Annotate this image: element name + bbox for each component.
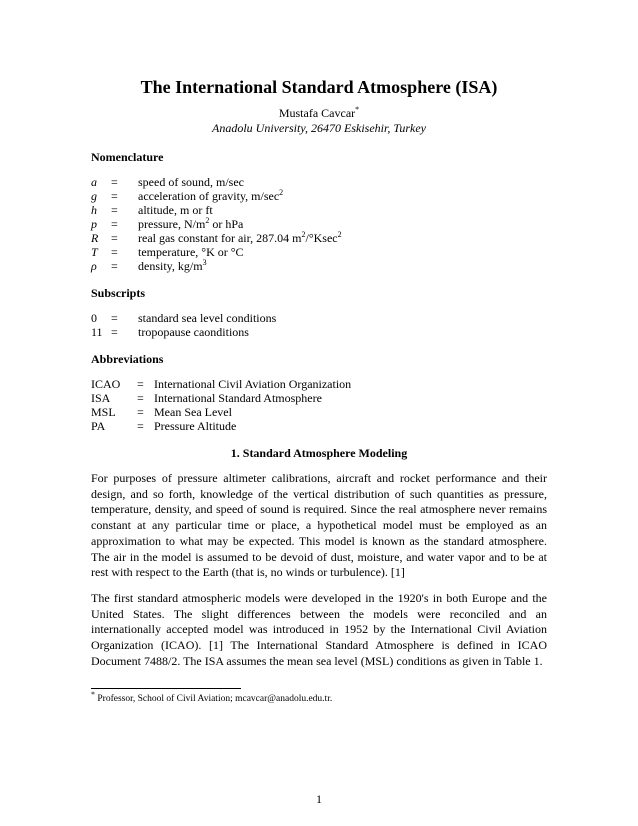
- nomenclature-symbol: p: [91, 217, 97, 231]
- description-text: altitude, m or ft: [138, 203, 213, 217]
- abbreviations-heading: Abbreviations: [91, 352, 164, 366]
- page-number: 1: [316, 792, 322, 806]
- description-text: real gas constant for air, 287.04 m: [138, 231, 302, 245]
- footnote-rule: [91, 688, 241, 689]
- nomenclature-description: [138, 189, 342, 203]
- nomenclature-description: [138, 231, 342, 245]
- abbreviation-row: [91, 377, 351, 391]
- nomenclature-description: [138, 259, 342, 273]
- author-footnote-mark: *: [355, 105, 360, 114]
- subscripts-heading: Subscripts: [91, 286, 146, 300]
- equals-sign: =: [137, 377, 144, 391]
- equals-sign: =: [111, 311, 118, 325]
- nomenclature-symbol: h: [91, 203, 97, 217]
- nomenclature-description: [138, 203, 342, 217]
- abbreviation: MSL: [91, 405, 116, 419]
- equals-sign: =: [111, 203, 118, 217]
- nomenclature-description: [138, 245, 342, 259]
- description-text: density, kg/m: [138, 259, 203, 273]
- nomenclature-description: [138, 175, 342, 189]
- superscript: 3: [202, 258, 207, 267]
- subscript-description: tropopause caonditions: [138, 325, 249, 339]
- description-text: temperature, °K or °C: [138, 245, 244, 259]
- equals-sign: =: [111, 217, 118, 231]
- body-paragraph: For purposes of pressure altimeter calibrations, aircraft and rocket performance and their design, and so forth, knowledge of the vertical distribution of such quantities as pressure, temperature, density, and speed of sound is required. Since the real atmosphere never remains constant at any particular time or place, a hypothetical model must be employed as an approximation to what may be expected. This model is known as the standard atmosphere. The air in the model is assumed to be devoid of dust, moisture, and water vapor and to be at rest with respect to the Earth (that is, no winds or turbulence). [1]: [91, 471, 547, 580]
- equals-sign: =: [111, 259, 118, 273]
- equals-sign: =: [111, 175, 118, 189]
- equals-sign: =: [137, 405, 144, 419]
- nomenclature-table: [91, 175, 342, 273]
- footnote: [91, 690, 547, 705]
- nomenclature-row: [91, 217, 342, 231]
- section-heading: 1. Standard Atmosphere Modeling: [230, 446, 408, 460]
- abbreviation-row: [91, 391, 351, 405]
- abbreviation-description: International Standard Atmosphere: [154, 391, 322, 405]
- superscript: 2: [205, 216, 210, 225]
- equals-sign: =: [137, 419, 144, 433]
- nomenclature-heading: Nomenclature: [91, 150, 164, 164]
- nomenclature-row: [91, 175, 342, 189]
- subscript-description: standard sea level conditions: [138, 311, 277, 325]
- equals-sign: =: [111, 189, 118, 203]
- superscript: 2: [301, 230, 306, 239]
- superscript: 2: [279, 188, 284, 197]
- abbreviations-table: [91, 377, 351, 433]
- subscript-symbol: 0: [91, 311, 97, 325]
- superscript: 2: [337, 230, 342, 239]
- nomenclature-symbol: R: [91, 231, 99, 245]
- equals-sign: =: [111, 325, 118, 339]
- subscripts-table: [91, 311, 276, 339]
- equals-sign: =: [111, 245, 118, 259]
- nomenclature-symbol: ρ: [91, 259, 97, 273]
- equals-sign: =: [137, 391, 144, 405]
- description-text: speed of sound, m/sec: [138, 175, 244, 189]
- abbreviation-description: International Civil Aviation Organization: [154, 377, 352, 391]
- abbreviation: PA: [91, 419, 106, 433]
- abbreviation-row: [91, 405, 351, 419]
- description-text: /°Ksec: [305, 231, 338, 245]
- nomenclature-symbol: a: [91, 175, 97, 189]
- nomenclature-symbol: T: [91, 245, 98, 259]
- nomenclature-row: [91, 259, 342, 273]
- abbreviation: ICAO: [91, 377, 121, 391]
- author-line: [91, 106, 547, 121]
- affiliation: Anadolu University, 26470 Eskisehir, Turkey: [212, 121, 426, 135]
- body-paragraph: The first standard atmospheric models were developed in the 1920's in both Europe and the United States. The slight differences between the models were reconciled and an internationally accepted model was introduced in 1952 by the International Civil Aviation Organization (ICAO). [1] The International Standard Atmosphere is defined in ICAO Document 7488/2. The ISA assumes the mean sea level (MSL) conditions as given in Table 1.: [91, 590, 547, 668]
- abbreviation: ISA: [91, 391, 111, 405]
- nomenclature-description: [138, 217, 342, 231]
- abbreviation-row: [91, 419, 351, 433]
- subscript-row: [91, 325, 276, 339]
- description-text: pressure, N/m: [138, 217, 206, 231]
- author-name: Mustafa Cavcar: [278, 106, 356, 120]
- paper-title: The International Standard Atmosphere (ISA): [140, 77, 498, 97]
- subscript-symbol: 11: [91, 325, 103, 339]
- nomenclature-row: [91, 231, 342, 245]
- abbreviation-description: Pressure Altitude: [154, 419, 237, 433]
- subscript-row: [91, 311, 276, 325]
- nomenclature-row: [91, 203, 342, 217]
- description-text: acceleration of gravity, m/sec: [138, 189, 280, 203]
- footnote-mark: *: [91, 690, 95, 700]
- footnote-text: Professor, School of Civil Aviation; mcavcar@anadolu.edu.tr.: [95, 694, 333, 705]
- nomenclature-symbol: g: [91, 189, 97, 203]
- abbreviation-description: Mean Sea Level: [154, 405, 232, 419]
- nomenclature-row: [91, 189, 342, 203]
- description-text: or hPa: [209, 217, 244, 231]
- equals-sign: =: [111, 231, 118, 245]
- nomenclature-row: [91, 245, 342, 259]
